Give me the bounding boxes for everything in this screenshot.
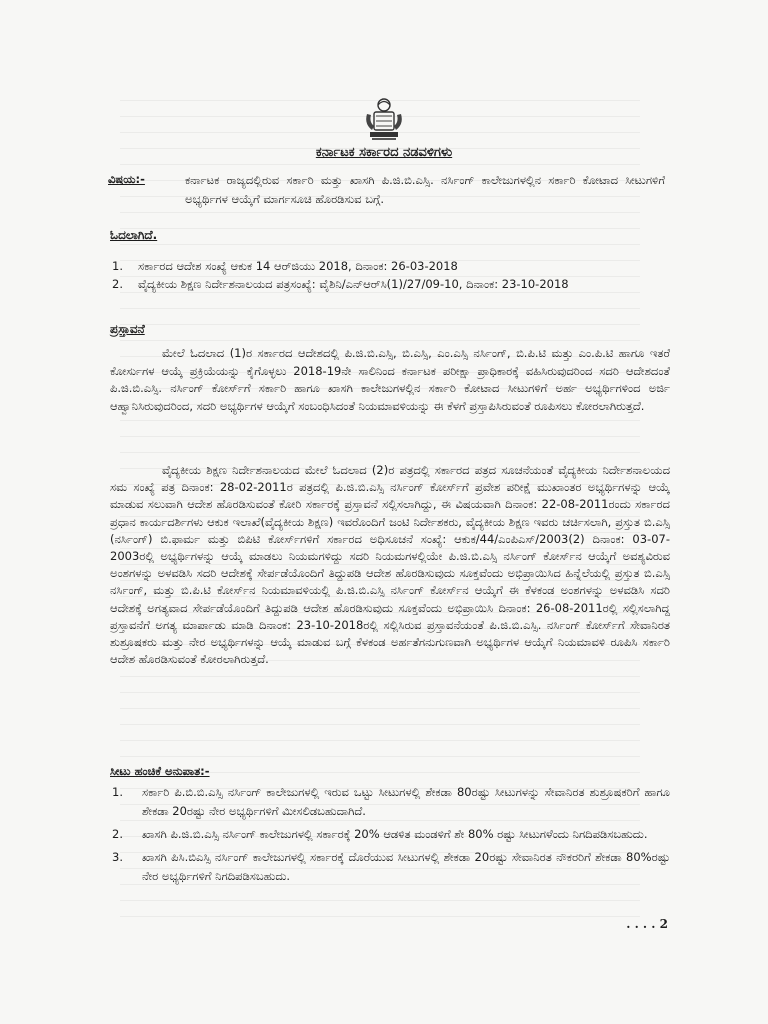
reference-number: 1. <box>112 259 123 273</box>
document-title: ಕರ್ನಾಟಕ ಸರ್ಕಾರದ ನಡವಳಿಗಳು <box>315 145 453 160</box>
reference-item <box>112 276 672 292</box>
allocation-item <box>110 848 670 886</box>
allocation-text: ಖಾಸಗಿ ಪಿ.ಜಿ.ಬಿ.ಎಸ್ಸಿ ನರ್ಸಿಂಗ್ ಕಾಲೇಜುಗಳಲ್ಲಿ ಸರ್ಕಾರಕ್ಕೆ 20% ಆಡಳಿತ ಮಂಡಳಿಗೆ ಶೇ 80% ರಷ್ಟು ಸೀಟುಗಳೆಂದು ನಿಗದಿಪಡಿಸಬಹುದು. <box>142 827 648 841</box>
state-emblem-icon <box>362 96 406 142</box>
preamble-paragraph-2: ವೈದ್ಯಕೀಯ ಶಿಕ್ಷಣ ನಿರ್ದೇಶನಾಲಯದ ಮೇಲೆ ಓದಲಾದ (2)ರ ಪತ್ರದಲ್ಲಿ ಸರ್ಕಾರದ ಪತ್ರದ ಸೂಚನೆಯಂತೆ ವೈದ್ಯಕೀಯ ನಿರ್ದೇಶನಾಲಯದ ಸಮ ಸಂಖ್ಯೆ ಪತ್ರ ದಿನಾಂಕ: 28-02-2011ರ ಪತ್ರದಲ್ಲಿ ಪಿ.ಜಿ.ಬಿ.ಎಸ್ಸಿ ನರ್ಸಿಂಗ್ ಕೋರ್ಸ್‌ಗೆ ಪ್ರವೇಶ ಪರೀಕ್ಷೆ ಮುಖಾಂತರ ಅಭ್ಯರ್ಥಿಗಳನ್ನು ಆಯ್ಕೆ ಮಾಡುವ ಸಲುವಾಗಿ ಆದೇಶ ಹೊರಡಿಸುವಂತೆ ಕೋರಿ ಸರ್ಕಾರಕ್ಕೆ ಪ್ರಸ್ತಾವನೆ ಸಲ್ಲಿಸಲಾಗಿದ್ದು, ಈ ವಿಷಯವಾಗಿ ದಿನಾಂಕ: 22-08-2011ರಂದು ಸರ್ಕಾರದ ಪ್ರಧಾನ ಕಾರ್ಯದರ್ಶಿಗಳು ಆಕುಕ ಇಲಾಖೆ(ವೈದ್ಯಕೀಯ ಶಿಕ್ಷಣ) ಇವರೊಂದಿಗೆ ಜಂಟಿ ನಿರ್ದೇಶಕರು, ವೈದ್ಯಕೀಯ ಶಿಕ್ಷಣ ಇವರು ಚರ್ಚಿಸಲಾಗಿ, ಪ್ರಸ್ತುತ ಬಿ.ಎಸ್ಸಿ (ನರ್ಸಿಂಗ್) ಬಿ.ಫಾರ್ಮ ಮತ್ತು ಬಿಪಿಟಿ ಕೋರ್ಸ್‌ಗಳಿಗೆ ಸರ್ಕಾರದ ಅಧಿಸೂಚನೆ ಸಂಖ್ಯೆ: ಆಕುಕ/44/ಎಂಪಿಎಸ್/2003(2) ದಿನಾಂಕ: 03-07-2003ರಲ್ಲಿ ಅಭ್ಯರ್ಥಿಗಳನ್ನು ಆಯ್ಕೆ ಮಾಡಲು ನಿಯಮಗಳಿದ್ದು ಸದರಿ ನಿಯಮಗಳಲ್ಲಿಯೇ ಪಿ.ಜಿ.ಬಿ.ಎಸ್ಸಿ ನರ್ಸಿಂಗ್ ಕೋರ್ಸ್‌ನ ಆಯ್ಕೆಗೆ ಅವಶ್ಯವಿರುವ ಅಂಶಗಳನ್ನು ಅಳವಡಿಸಿ ಸದರಿ ಆದೇಶಕ್ಕೆ ಸೇರ್ಪಡೆಯೊಂದಿಗೆ ತಿದ್ದುಪಡಿ ಆದೇಶ ಹೊರಡಿಸುವುದು ಸೂಕ್ತವೆಂದು ಅಭಿಪ್ರಾಯಿಸಿದ ಹಿನ್ನೆಲೆಯಲ್ಲಿ ಪ್ರಸ್ತುತ ಬಿ.ಎಸ್ಸಿ ನರ್ಸಿಂಗ್, ಮತ್ತು ಬಿ.ಪಿ.ಟಿ ಕೋರ್ಸ್‌ನ ನಿಯಮಾವಳಿಯಲ್ಲಿ ಪಿ.ಜಿ.ಬಿ.ಎಸ್ಸಿ ನರ್ಸಿಂಗ್ ಕೋರ್ಸ್‌ನ ಆಯ್ಕೆಗೆ ಈ ಕೆಳಕಂಡ ಅಂಶಗಳನ್ನು ಅಳವಡಿಸಿ ಸದರಿ ಆದೇಶಕ್ಕೆ ಅಗತ್ಯವಾದ ಸೇರ್ಪಡೆಯೊಂದಿಗೆ ತಿದ್ದುಪಡಿ ಆದೇಶ ಹೊರಡಿಸುವುದು ಸೂಕ್ತವೆಂದು ಅಭಿಪ್ರಾಯಿಸಿ ದಿನಾಂಕ: 26-08-2011ರಲ್ಲಿ ಸಲ್ಲಿಸಲಾಗಿದ್ದ ಪ್ರಸ್ತಾವನೆಗೆ ಅಗತ್ಯ ಮಾರ್ಪಾಡು ಮಾಡಿ ದಿನಾಂಕ: 23-10-2018ರಲ್ಲಿ ಸಲ್ಲಿಸಿರುವ ಪ್ರಸ್ತಾವನೆಯಂತೆ ಪಿ.ಜಿ.ಬಿ.ಎಸ್ಸಿ. ನರ್ಸಿಂಗ್ ಕೋರ್ಸ್‌ಗೆ ಸೇವಾನಿರತ ಶುಶ್ರೂಷಕರು ಮತ್ತು ನೇರ ಅಭ್ಯರ್ಥಿಗಳನ್ನು ಆಯ್ಕೆ ಮಾಡುವ ಬಗ್ಗೆ ಕೆಳಕಂಡ ಅರ್ಹತೆಗನುಗುಣವಾಗಿ ಅಭ್ಯರ್ಥಿಗಳ ಆಯ್ಕೆಗೆ ನಿಯಮಾವಳಿ ರೂಪಿಸಿ ಸರ್ಕಾರಿ ಆದೇಶ ಹೊರಡಿಸುವಂತೆ ಕೋರಲಾಗಿರುತ್ತದೆ. <box>110 463 670 667</box>
allocation-text: ಸರ್ಕಾರಿ ಪಿ.ಬಿ.ಬಿ.ಎಸ್ಸಿ ನರ್ಸಿಂಗ್ ಕಾಲೇಜುಗಳಲ್ಲಿ ಇರುವ ಒಟ್ಟು ಸೀಟುಗಳಲ್ಲಿ ಶೇಕಡಾ 80ರಷ್ಟು ಸೀಟುಗಳನ್ನು ಸೇವಾನಿರತ ಶುಶ್ರೂಷಕರಿಗೆ ಹಾಗೂ ಶೇಕಡಾ 20ರಷ್ಟು ನೇರ ಅಭ್ಯರ್ಥಿಗಳಿಗೆ ಮೀಸಲಿಡಬಹುದಾಗಿದೆ. <box>142 785 670 818</box>
read-heading: ಓದಲಾಗಿದೆ. <box>110 228 158 242</box>
page-continuation-marker: . . . . 2 <box>626 917 668 931</box>
allocation-item <box>110 783 670 821</box>
reference-list <box>112 258 672 294</box>
allocation-list <box>110 783 670 890</box>
allocation-number: 3. <box>112 850 123 864</box>
reference-text: ವೈದ್ಯಕೀಯ ಶಿಕ್ಷಣ ನಿರ್ದೇಶನಾಲಯದ ಪತ್ರಸಂಖ್ಯೆ: ವೈಶಿನಿ/ಎನ್‌ಆರ್‌ಸಿ(1)/27/09-10, ದಿನಾಂಕ: 23-10-2018 <box>138 277 569 291</box>
reference-text: ಸರ್ಕಾರದ ಆದೇಶ ಸಂಖ್ಯೆ ಆಕುಕ 14 ಆರ್‌ಜಿಯು 2018, ದಿನಾಂಕ: 26-03-2018 <box>138 259 458 273</box>
subject-text: ಕರ್ನಾಟಕ ರಾಜ್ಯದಲ್ಲಿರುವ ಸರ್ಕಾರಿ ಮತ್ತು ಖಾಸಗಿ ಪಿ.ಜಿ.ಬಿ.ಎಸ್ಸಿ. ನರ್ಸಿಂಗ್ ಕಾಲೇಜುಗಳಲ್ಲಿನ ಸರ್ಕಾರಿ ಕೋಟಾದ ಸೀಟುಗಳಿಗೆ ಅಭ್ಯರ್ಥಿಗಳ ಆಯ್ಕೆಗೆ ಮಾರ್ಗಸೂಚಿ ಹೊರಡಿಸುವ ಬಗ್ಗೆ. <box>185 173 665 206</box>
allocation-text: ಖಾಸಗಿ ಪಿಸಿ.ಬಿಎಸ್ಸಿ ನರ್ಸಿಂಗ್ ಕಾಲೇಜುಗಳಲ್ಲಿ ಸರ್ಕಾರಕ್ಕೆ ದೊರೆಯುವ ಸೀಟುಗಳಲ್ಲಿ ಶೇಕಡಾ 20ರಷ್ಟು ಸೇವಾನಿರತ ನೌಕರರಿಗೆ ಶೇಕಡಾ 80%ರಷ್ಟು ನೇರ ಅಭ್ಯರ್ಥಿಗಳಿಗೆ ನಿಗದಿಪಡಿಸಬಹುದು. <box>142 850 670 883</box>
allocation-heading: ಸೀಟು ಹಂಚಿಕೆ ಅನುಪಾತ:- <box>110 764 210 778</box>
allocation-number: 2. <box>112 827 123 841</box>
allocation-item <box>110 825 670 844</box>
allocation-number: 1. <box>112 785 123 799</box>
preamble-heading: ಪ್ರಸ್ತಾವನೆ <box>110 322 145 336</box>
preamble-paragraph-1: ಮೇಲೆ ಓದಲಾದ (1)ರ ಸರ್ಕಾರದ ಆದೇಶದಲ್ಲಿ ಪಿ.ಜಿ.ಬಿ.ಎಸ್ಸಿ, ಬಿ.ಎಸ್ಸಿ, ಎಂ.ಎಸ್ಸಿ ನರ್ಸಿಂಗ್, ಬಿ.ಪಿ.ಟಿ ಮತ್ತು ಎಂ.ಪಿ.ಟಿ ಹಾಗೂ ಇತರೆ ಕೋರ್ಸುಗಳ ಆಯ್ಕೆ ಪ್ರಕ್ರಿಯೆಯನ್ನು ಕೈಗೊಳ್ಳಲು 2018-19ನೇ ಸಾಲಿನಿಂದ ಕರ್ನಾಟಕ ಪರೀಕ್ಷಾ ಪ್ರಾಧಿಕಾರಕ್ಕೆ ವಹಿಸಿರುವುದರಿಂದ ಸದರಿ ಆದೇಶದಂತೆ ಪಿ.ಜಿ.ಬಿ.ಎಸ್ಸಿ. ನರ್ಸಿಂಗ್ ಕೋರ್ಸ್‌ಗೆ ಸರ್ಕಾರಿ ಹಾಗೂ ಖಾಸಗಿ ಕಾಲೇಜುಗಳಲ್ಲಿನ ಸರ್ಕಾರಿ ಕೋಟಾದ ಸೀಟುಗಳಿಗೆ ಅರ್ಹ ಅಭ್ಯರ್ಥಿಗಳಿಂದ ಅರ್ಜಿ ಆಹ್ವಾನಿಸಿರುವುದರಿಂದ, ಸದರಿ ಅಭ್ಯರ್ಥಿಗಳ ಆಯ್ಕೆಗೆ ಸಂಬಂಧಿಸಿದಂತೆ ನಿಯಮಾವಳಿಯನ್ನು ಈ ಕೆಳಗೆ ಪ್ರಸ್ತಾಪಿಸಿರುವಂತೆ ರೂಪಿಸಲು ಕೋರಲಾಗಿರುತ್ತದೆ. <box>110 346 670 413</box>
reference-item <box>112 258 672 274</box>
subject-label: ವಿಷಯ:- <box>108 172 145 186</box>
reference-number: 2. <box>112 277 123 291</box>
